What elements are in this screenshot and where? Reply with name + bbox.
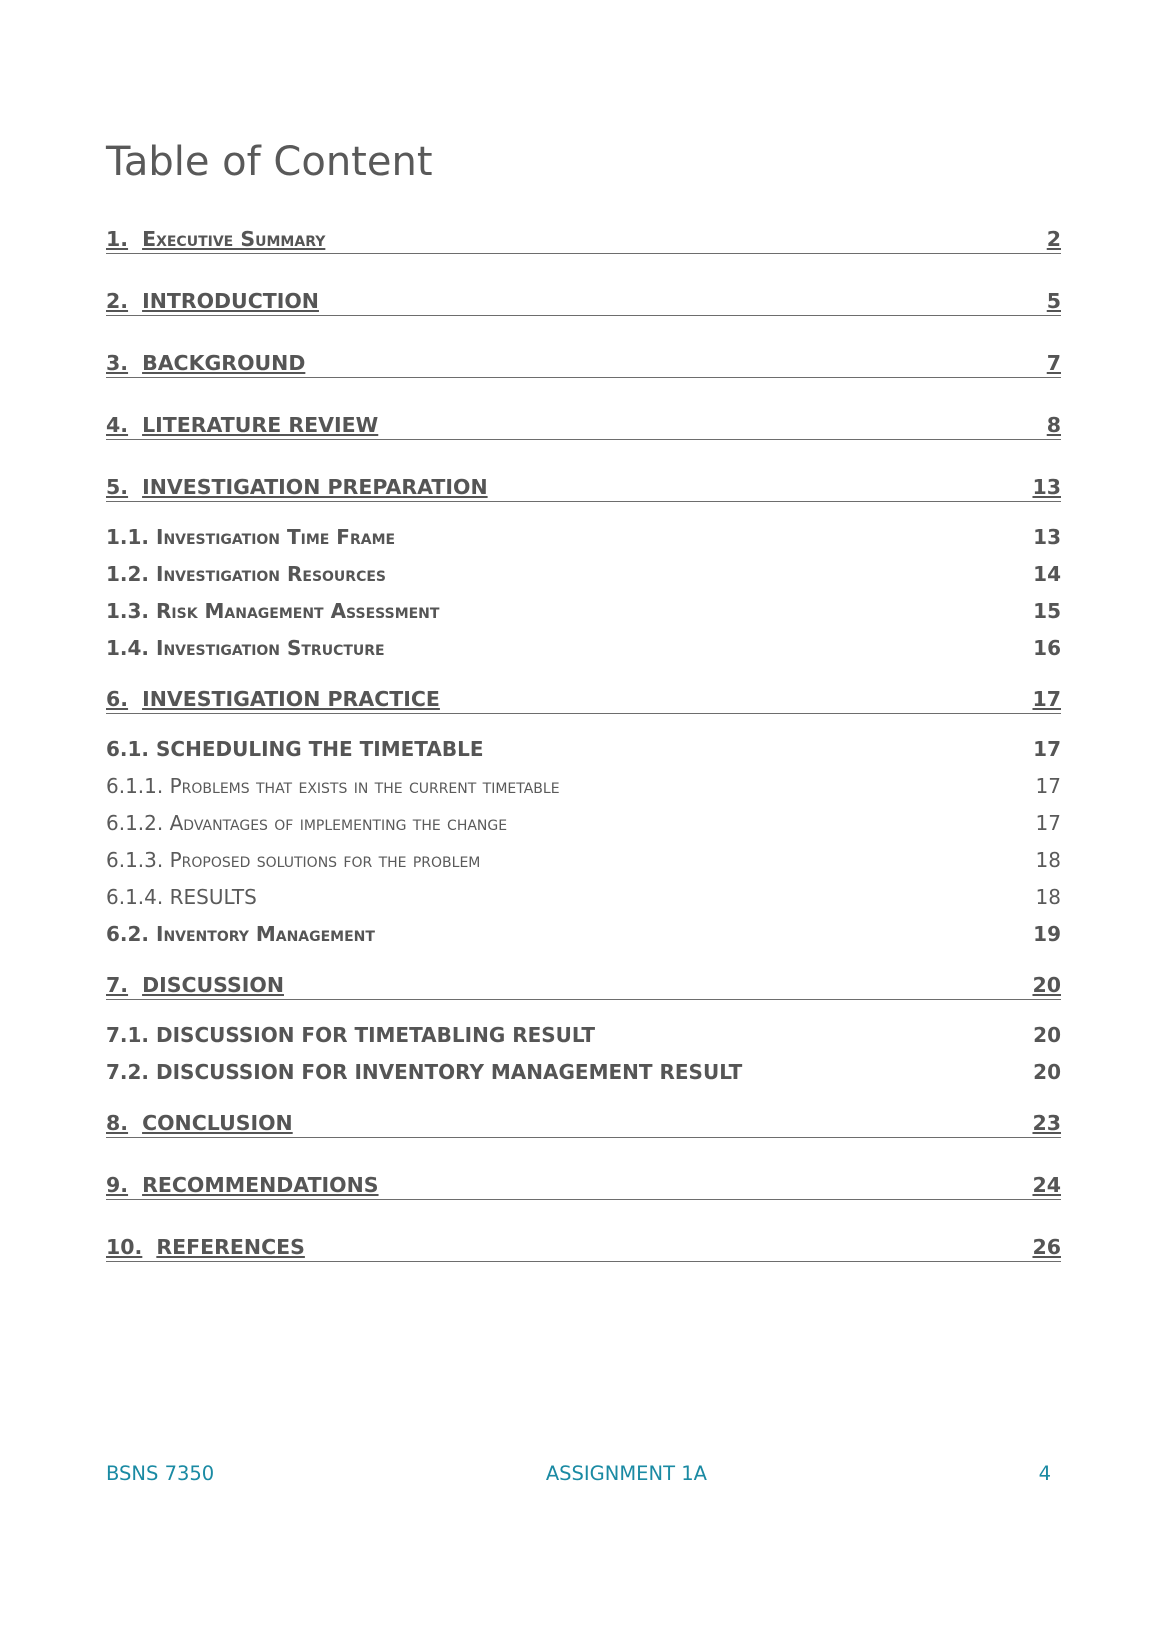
toc-entry-10[interactable]: [106, 1233, 1061, 1262]
toc-title: Investigation Structure: [156, 636, 385, 660]
toc-entry-9[interactable]: [106, 1171, 1061, 1200]
toc-page: 7: [1046, 351, 1061, 375]
page-title: Table of Content: [106, 139, 433, 185]
toc-entry-6-1-2[interactable]: [106, 805, 1061, 842]
toc-page: 14: [1033, 562, 1061, 586]
toc-page: 13: [1033, 525, 1061, 549]
toc-entry-5-2[interactable]: [106, 556, 1061, 593]
toc-number: 1.4.: [106, 636, 150, 660]
toc-entry-6-1-4[interactable]: [106, 879, 1061, 916]
toc-title: DISCUSSION: [142, 973, 284, 997]
toc-number: 1.3.: [106, 599, 150, 623]
toc-title: Proposed solutions for the problem: [169, 848, 481, 872]
toc-page: 5: [1046, 289, 1061, 313]
toc-title: DISCUSSION FOR INVENTORY MANAGEMENT RESULT: [156, 1060, 743, 1084]
toc-entry-7-1[interactable]: [106, 1017, 1061, 1054]
toc-title: Advantages of implementing the change: [169, 811, 508, 835]
toc-number: 4.: [106, 413, 129, 437]
toc-number: 1.2.: [106, 562, 150, 586]
toc-page: 16: [1033, 636, 1061, 660]
toc-entry-5-4[interactable]: [106, 630, 1061, 667]
toc-title: Inventory Management: [156, 922, 375, 946]
toc-page: 15: [1033, 599, 1061, 623]
toc-title: Problems that exists in the current timetable: [169, 774, 560, 798]
toc-page: 18: [1035, 848, 1061, 872]
toc-page: 20: [1033, 1060, 1061, 1084]
toc-title: BACKGROUND: [142, 351, 306, 375]
footer-course: BSNS 7350: [106, 1462, 215, 1485]
toc-number: 5.: [106, 475, 129, 499]
toc-entry-5-1[interactable]: [106, 519, 1061, 556]
toc-title: INVESTIGATION PREPARATION: [142, 475, 488, 499]
toc-number: 6.1.2.: [106, 811, 164, 835]
toc-entry-7-2[interactable]: [106, 1054, 1061, 1091]
footer-page-number: 4: [1038, 1462, 1051, 1485]
page-footer: [106, 1462, 1051, 1485]
toc-number: 2.: [106, 289, 129, 313]
toc-number: 7.: [106, 973, 129, 997]
toc-page: 19: [1033, 922, 1061, 946]
toc-page: 20: [1032, 973, 1061, 997]
table-of-contents: [106, 225, 1061, 1262]
toc-entry-4[interactable]: [106, 411, 1061, 440]
toc-title: Risk Management Assessment: [156, 599, 440, 623]
toc-title: INTRODUCTION: [142, 289, 319, 313]
toc-entry-5[interactable]: [106, 473, 1061, 502]
toc-page: 17: [1032, 687, 1061, 711]
footer-assignment: ASSIGNMENT 1A: [545, 1462, 707, 1485]
toc-entry-7[interactable]: [106, 971, 1061, 1000]
toc-title: CONCLUSION: [142, 1111, 293, 1135]
toc-entry-6-1-3[interactable]: [106, 842, 1061, 879]
toc-page: 23: [1032, 1111, 1061, 1135]
toc-number: 6.1.4.: [106, 885, 164, 909]
toc-number: 6.1.1.: [106, 774, 164, 798]
toc-page: 13: [1032, 475, 1061, 499]
toc-entry-5-3[interactable]: [106, 593, 1061, 630]
toc-page: 18: [1035, 885, 1061, 909]
toc-page: 8: [1046, 413, 1061, 437]
toc-number: 9.: [106, 1173, 129, 1197]
toc-page: 26: [1032, 1235, 1061, 1259]
toc-page: 17: [1033, 737, 1061, 761]
toc-entry-3[interactable]: [106, 349, 1061, 378]
toc-title: RESULTS: [169, 885, 257, 909]
toc-title: SCHEDULING THE TIMETABLE: [156, 737, 484, 761]
toc-title: Investigation Resources: [156, 562, 386, 586]
toc-page: 17: [1035, 774, 1061, 798]
toc-entry-2[interactable]: [106, 287, 1061, 316]
toc-entry-6-1[interactable]: [106, 731, 1061, 768]
toc-number: 6.1.3.: [106, 848, 164, 872]
toc-number: 1.: [106, 227, 129, 251]
toc-title: LITERATURE REVIEW: [142, 413, 379, 437]
toc-title: INVESTIGATION PRACTICE: [142, 687, 440, 711]
toc-title: RECOMMENDATIONS: [142, 1173, 379, 1197]
toc-entry-1[interactable]: [106, 225, 1061, 254]
toc-entry-8[interactable]: [106, 1109, 1061, 1138]
toc-entry-6-1-1[interactable]: [106, 768, 1061, 805]
toc-entry-6[interactable]: [106, 685, 1061, 714]
toc-number: 1.1.: [106, 525, 150, 549]
toc-number: 7.2.: [106, 1060, 150, 1084]
toc-title: Investigation Time Frame: [156, 525, 396, 549]
toc-entry-6-2[interactable]: [106, 916, 1061, 953]
toc-number: 3.: [106, 351, 129, 375]
toc-page: 24: [1032, 1173, 1061, 1197]
toc-number: 6.1.: [106, 737, 150, 761]
toc-page: 17: [1035, 811, 1061, 835]
toc-number: 7.1.: [106, 1023, 150, 1047]
toc-title: DISCUSSION FOR TIMETABLING RESULT: [156, 1023, 595, 1047]
toc-number: 8.: [106, 1111, 129, 1135]
toc-number: 6.2.: [106, 922, 150, 946]
toc-page: 2: [1046, 227, 1061, 251]
toc-page: 20: [1033, 1023, 1061, 1047]
toc-number: 6.: [106, 687, 129, 711]
toc-title: Executive Summary: [142, 227, 326, 251]
toc-title: REFERENCES: [156, 1235, 305, 1259]
toc-number: 10.: [106, 1235, 143, 1259]
